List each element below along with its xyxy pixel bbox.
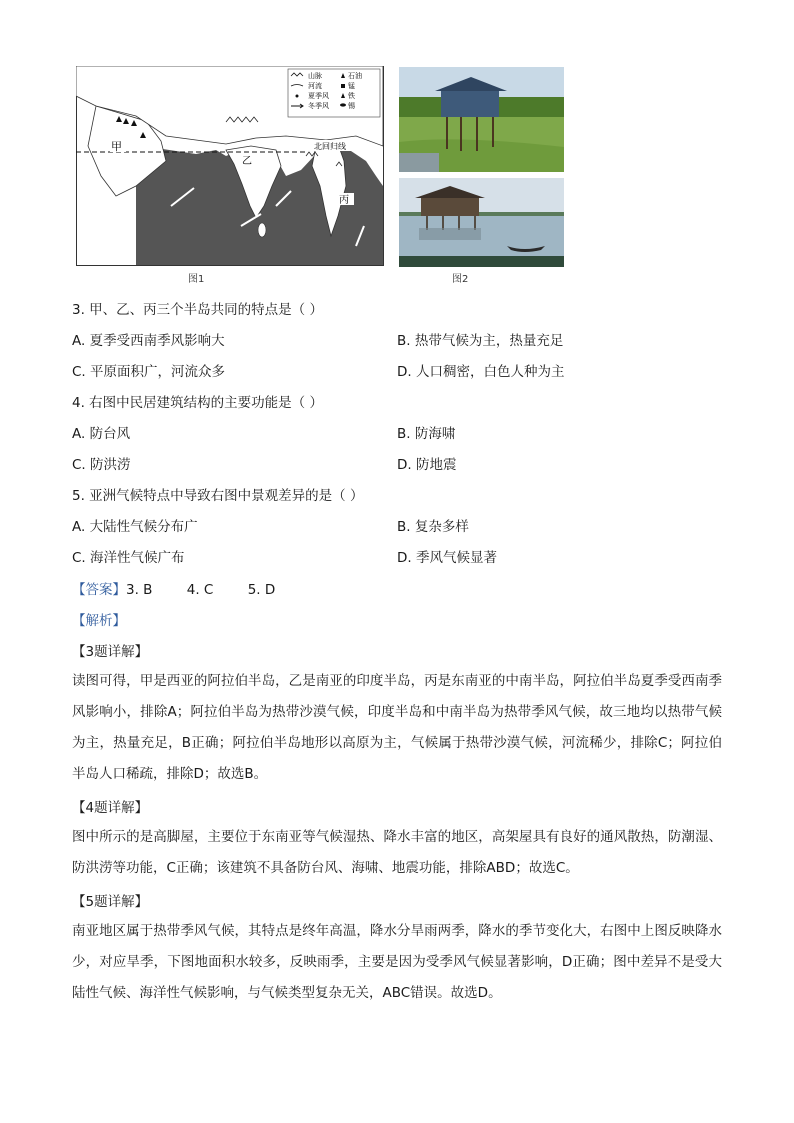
figure-2-photo-top (399, 67, 564, 172)
detail-5-heading: 【5题详解】 (72, 894, 149, 910)
figure-1-caption: 图1 (188, 274, 205, 285)
question-5-option-b: B. 复杂多样 (397, 519, 469, 535)
question-4-option-c: C. 防洪涝 (72, 457, 131, 473)
legend-iron: 铁 (348, 92, 355, 100)
label-yi: 乙 (242, 156, 252, 167)
detail-4-heading: 【4题详解】 (72, 800, 149, 816)
answer-label: 【答案】 (72, 582, 126, 598)
figure-1-map (76, 66, 384, 266)
question-5-stem: 5. 亚洲气候特点中导致右图中景观差异的是（ ） (72, 488, 364, 504)
question-5-option-c: C. 海洋性气候广布 (72, 550, 185, 566)
stilt-house-dry-photo (399, 67, 564, 172)
question-3-stem: 3. 甲、乙、丙三个半岛共同的特点是（ ） (72, 302, 323, 318)
legend-river: 河流 (308, 82, 322, 90)
legend-mountain: 山脉 (308, 72, 322, 80)
question-4-option-d: D. 防地震 (397, 457, 457, 473)
question-4-option-b: B. 防海啸 (397, 426, 456, 442)
map-graphic (76, 66, 384, 266)
label-tropic-of-cancer: 北回归线 (314, 142, 346, 151)
stilt-house-flooded-photo (399, 178, 564, 267)
analysis-label: 【解析】 (72, 613, 126, 629)
answer-line (72, 578, 275, 598)
label-jia: 甲 (111, 140, 122, 153)
question-4-option-a: A. 防台风 (72, 426, 131, 442)
answer-text: 3. B 4. C 5. D (126, 582, 276, 598)
legend-winter-monsoon: 冬季风 (308, 102, 329, 110)
legend-tin: 锡 (348, 102, 355, 110)
legend-oil: 石油 (348, 72, 362, 80)
figure-2-photo-bottom (399, 178, 564, 267)
question-3-option-a: A. 夏季受西南季风影响大 (72, 333, 225, 349)
question-5-option-a: A. 大陆性气候分布广 (72, 519, 198, 535)
detail-3-heading: 【3题详解】 (72, 644, 149, 660)
label-bing: 丙 (339, 195, 349, 206)
question-5-option-d: D. 季风气候显著 (397, 550, 497, 566)
question-4-stem: 4. 右图中民居建筑结构的主要功能是（ ） (72, 395, 323, 411)
question-3-option-d: D. 人口稠密，白色人种为主 (397, 364, 565, 380)
legend-manganese: 锰 (348, 82, 355, 90)
question-3-option-c: C. 平原面积广，河流众多 (72, 364, 226, 380)
detail-3-text: 读图可得，甲是西亚的阿拉伯半岛，乙是南亚的印度半岛，丙是东南亚的中南半岛，阿拉伯半岛夏季受西南季风影响小，排除A；阿拉伯半岛为热带沙漠气候，印度半岛和中南半岛为热带季风气候，故三地均以热带气候为主，热量充足，B正确；阿拉伯半岛地形以高原为主，气候属于热带沙漠气候，河流稀少，排除C；阿拉伯半岛人口稀疏，排除D；故选B。 (72, 673, 722, 782)
figure-2-caption: 图2 (452, 274, 469, 285)
question-3-option-b: B. 热带气候为主，热量充足 (397, 333, 564, 349)
legend-summer-monsoon: 夏季风 (308, 92, 329, 100)
detail-4-text: 图中所示的是高脚屋，主要位于东南亚等气候湿热、降水丰富的地区，高架屋具有良好的通风散热，防潮湿、防洪涝等功能，C正确；该建筑不具备防台风、海啸、地震功能，排除ABD；故选C。 (72, 829, 722, 876)
detail-5-text: 南亚地区属于热带季风气候，其特点是终年高温，降水分旱雨两季，降水的季节变化大，右图中上图反映降水少，对应旱季，下图地面积水较多，反映雨季，主要是因为受季风气候显著影响，D正确；图中差异不是受大陆性气候、海洋性气候影响，与气候类型复杂无关，ABC错误。故选D。 (72, 923, 722, 1001)
